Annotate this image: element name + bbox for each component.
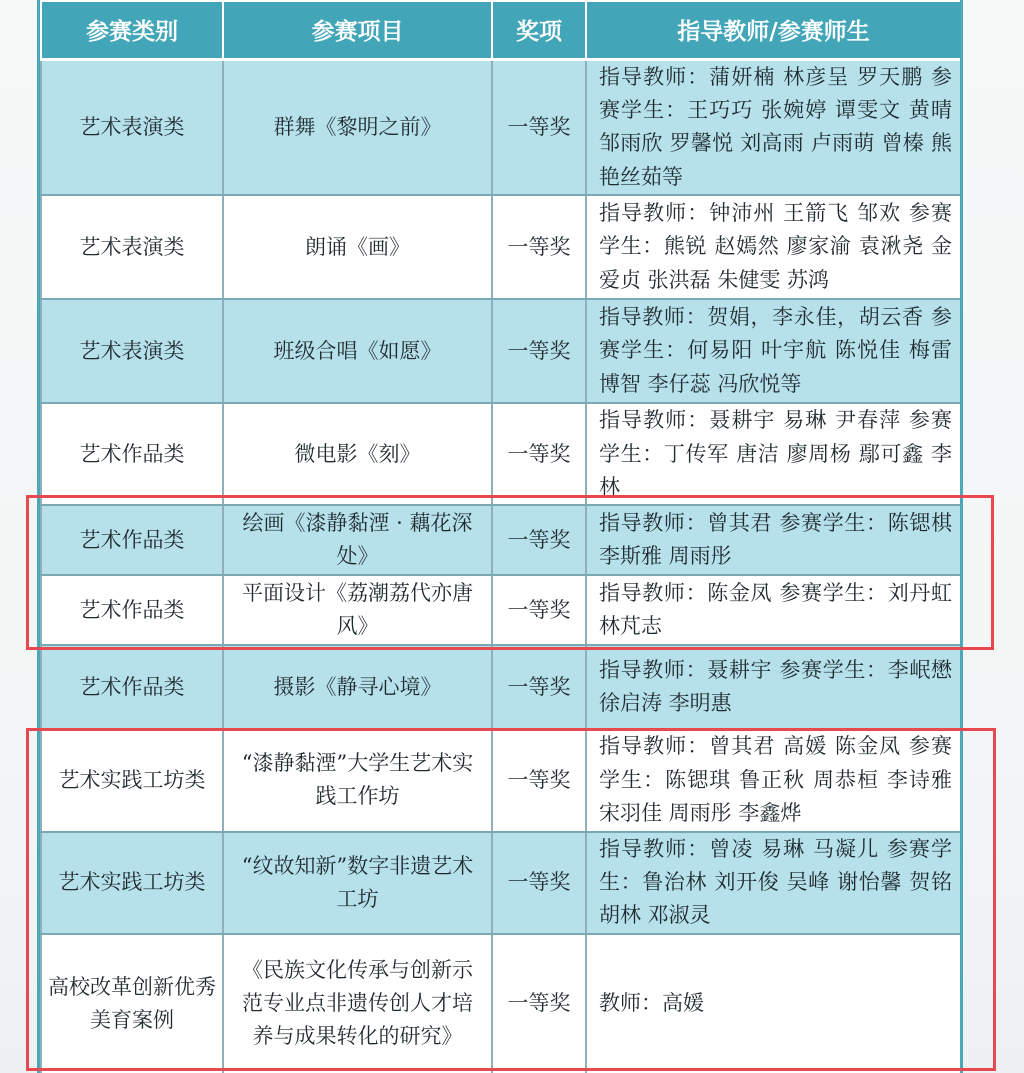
row-project: 绘画《漆静黏湮 · 藕花深处》 — [223, 505, 492, 575]
row-members: 指导教师：聂耕宇 参赛学生：李岷懋 徐启涛 李明惠 — [586, 645, 961, 729]
row-project: 朗诵《画》 — [223, 195, 492, 299]
row-category: 艺术实践工坊类 — [41, 729, 223, 831]
row-award: 一等奖 — [492, 934, 586, 1073]
row-members: 指导教师：聂耕宇 易琳 尹春萍 参赛学生：丁传军 唐洁 廖周杨 鄢可鑫 李林 — [586, 403, 961, 505]
row-project: “漆静黏湮”大学生艺术实践工作坊 — [223, 729, 492, 831]
header-members: 指导教师/参赛师生 — [586, 1, 961, 59]
row-category: 艺术作品类 — [41, 403, 223, 505]
awards-table-frame — [37, 0, 963, 1073]
row-category: 高校改革创新优秀美育案例 — [41, 934, 223, 1073]
row-project: 班级合唱《如愿》 — [223, 299, 492, 403]
row-award: 一等奖 — [492, 195, 586, 299]
row-award: 一等奖 — [492, 59, 586, 195]
row-award: 一等奖 — [492, 832, 586, 934]
row-category: 艺术表演类 — [41, 195, 223, 299]
row-members: 指导教师：曾凌 易琳 马凝儿 参赛学生：鲁治林 刘开俊 吴峰 谢怡馨 贺铭 胡林 邓淑灵 — [586, 832, 961, 934]
table-row — [41, 645, 961, 729]
row-category: 艺术作品类 — [41, 575, 223, 645]
row-award: 一等奖 — [492, 575, 586, 645]
row-award: 一等奖 — [492, 645, 586, 729]
table-row — [41, 575, 961, 645]
table-row — [41, 59, 961, 195]
table-row — [41, 505, 961, 575]
row-category: 艺术实践工坊类 — [41, 832, 223, 934]
row-members: 教师：高媛 — [586, 934, 961, 1073]
row-award: 一等奖 — [492, 505, 586, 575]
row-award: 一等奖 — [492, 729, 586, 831]
row-members: 指导教师：蒲妍楠 林彦呈 罗天鹏 参赛学生：王巧巧 张婉婷 谭雯文 黄晴 邹雨欣 罗馨悦 刘高雨 卢雨萌 曾榛 熊艳丝茹等 — [586, 59, 961, 195]
row-project: “纹故知新”数字非遗艺术工坊 — [223, 832, 492, 934]
row-project: 平面设计《荔潮荔代亦唐风》 — [223, 575, 492, 645]
row-members: 指导教师：曾其君 高媛 陈金凤 参赛学生：陈锶琪 鲁正秋 周恭桓 李诗雅 宋羽佳 周雨彤 李鑫烨 — [586, 729, 961, 831]
row-members: 指导教师：贺娟，李永佳，胡云香 参赛学生：何易阳 叶宇航 陈悦佳 梅雷博智 李仔蕊 冯欣悦等 — [586, 299, 961, 403]
table-row — [41, 299, 961, 403]
table-row — [41, 403, 961, 505]
row-project: 摄影《静寻心境》 — [223, 645, 492, 729]
row-project: 群舞《黎明之前》 — [223, 59, 492, 195]
row-project: 微电影《刻》 — [223, 403, 492, 505]
table-row — [41, 832, 961, 934]
header-project: 参赛项目 — [223, 1, 492, 59]
row-award: 一等奖 — [492, 403, 586, 505]
header-category: 参赛类别 — [41, 1, 223, 59]
row-members: 指导教师：曾其君 参赛学生：陈锶棋 李斯雅 周雨彤 — [586, 505, 961, 575]
row-category: 艺术作品类 — [41, 645, 223, 729]
header-award: 奖项 — [492, 1, 586, 59]
row-project: 《民族文化传承与创新示范专业点非遗传创人才培养与成果转化的研究》 — [223, 934, 492, 1073]
row-category: 艺术表演类 — [41, 59, 223, 195]
table-row — [41, 195, 961, 299]
table-row — [41, 729, 961, 831]
row-category: 艺术作品类 — [41, 505, 223, 575]
awards-table — [40, 0, 962, 1073]
row-members: 指导教师：陈金凤 参赛学生：刘丹虹 林芃志 — [586, 575, 961, 645]
table-header — [41, 1, 961, 59]
row-category: 艺术表演类 — [41, 299, 223, 403]
row-members: 指导教师：钟沛州 王箭飞 邹欢 参赛学生：熊锐 赵嫣然 廖家渝 袁湫尧 金爱贞 张洪磊 朱健雯 苏鸿 — [586, 195, 961, 299]
table-row — [41, 934, 961, 1073]
row-award: 一等奖 — [492, 299, 586, 403]
